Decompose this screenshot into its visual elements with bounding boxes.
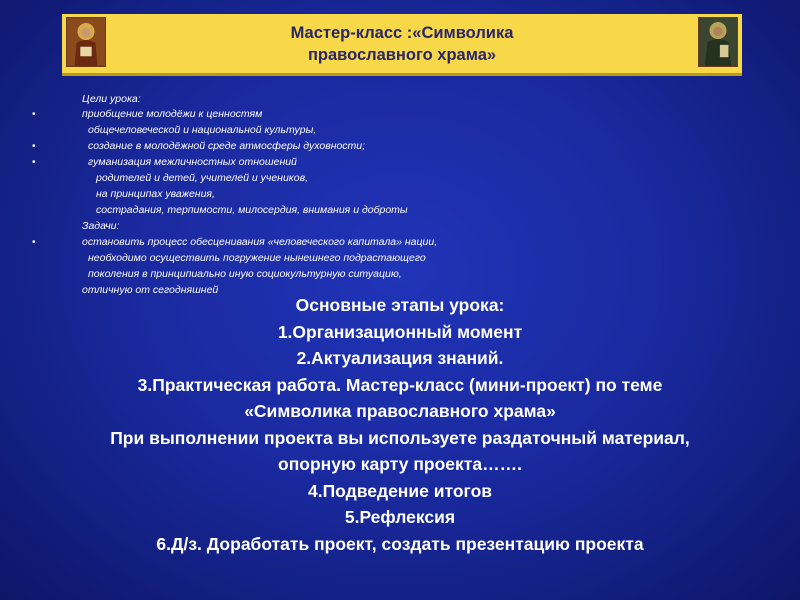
goals-heading: Цели урока: xyxy=(82,93,141,105)
goal-line: родителей и детей, учителей и учеников, xyxy=(96,172,308,184)
apostle-icon xyxy=(698,17,738,67)
saint-icon xyxy=(66,17,106,67)
page-title xyxy=(182,22,622,66)
goal-line: гуманизация межличностных отношений xyxy=(88,156,297,168)
bullet: • xyxy=(32,157,36,168)
stages-heading: Основные этапы урока: xyxy=(295,295,505,315)
task-line: поколения в принципиально иную социокультурную ситуацию, xyxy=(88,268,402,280)
stage-line: «Символика православного храма» xyxy=(244,401,556,421)
lesson-stages xyxy=(0,292,800,557)
goal-line: сострадания, терпимости, милосердия, внимания и доброты xyxy=(96,204,408,216)
title-line-1: Мастер-класс :«Символика xyxy=(290,24,514,42)
stage-line: 6.Д/з. Доработать проект, создать презентацию проекта xyxy=(156,533,644,554)
bullet: • xyxy=(32,141,36,152)
stage-line: 3.Практическая работа. Мастер-класс (мини-проект) по теме xyxy=(137,374,663,395)
stage-line: При выполнении проекта вы используете раздаточный материал, xyxy=(110,427,690,448)
goal-line: на принципах уважения, xyxy=(96,188,215,200)
stage-line: 1.Организационный момент xyxy=(277,321,523,342)
bullet: • xyxy=(32,237,36,248)
bullet: • xyxy=(32,109,36,120)
title-line-2: православного храма» xyxy=(307,46,497,64)
stage-line: 4.Подведение итогов xyxy=(307,480,493,501)
goal-line: общечеловеческой и национальной культуры, xyxy=(88,124,317,136)
task-line: необходимо осуществить погружение нынешнего подрастающего xyxy=(88,252,426,264)
stage-line: 5.Рефлексия xyxy=(344,507,456,527)
task-line: остановить процесс обесценивания «человеческого капитала» нации, xyxy=(82,236,438,248)
goal-line: приобщение молодёжи к ценностям xyxy=(82,108,263,120)
stage-line: 2.Актуализация знаний. xyxy=(296,348,504,368)
title-banner xyxy=(62,14,742,76)
tasks-heading: Задачи: xyxy=(82,220,120,232)
stage-line: опорную карту проекта……. xyxy=(278,454,522,474)
goal-line: создание в молодёжной среде атмосферы духовности; xyxy=(88,140,366,152)
task-line: отличную от сегодняшней xyxy=(82,284,219,296)
